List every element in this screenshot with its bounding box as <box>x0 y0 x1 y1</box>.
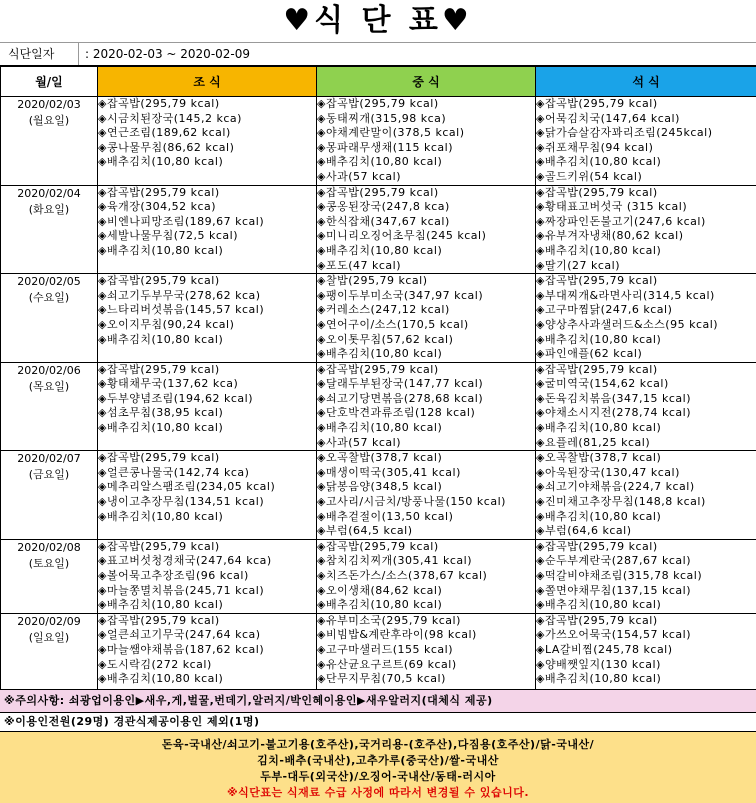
menu-item: ◈느타리버섯볶음(145,57 kcal) <box>98 303 316 318</box>
menu-item: ◈배추김치(10,80 kcal) <box>98 333 316 348</box>
menu-item: ◈잡곡밥(295,79 kcal) <box>317 363 535 378</box>
day-cell <box>1 362 98 451</box>
menu-item: ◈커레소스(247,12 kcal) <box>317 303 535 318</box>
breakfast-cell <box>98 274 317 363</box>
menu-item: ◈배추김치(10,80 kcal) <box>536 672 756 687</box>
menu-item: ◈배추김치(10,80 kcal) <box>317 155 535 170</box>
menu-item: ◈연근조림(189,62 kcal) <box>98 126 316 141</box>
menu-item: ◈배추김치(10,80 kcal) <box>317 598 535 613</box>
menu-item: ◈황태채무국(137,62 kca) <box>98 377 316 392</box>
origin-line-1: 돈육-국내산/쇠고기-불고기용(호주산),국거리용-(호주산),다짐용(호주산)/닭-국내산/ <box>0 737 756 753</box>
menu-item: ◈배추김치(10,80 kcal) <box>536 155 756 170</box>
menu-item: ◈얼큰콩나물국(142,74 kca) <box>98 466 316 481</box>
menu-item: ◈배추김치(10,80 kcal) <box>98 510 316 525</box>
day-cell <box>1 185 98 274</box>
menu-item: ◈떡갈비야채조림(315,78 kcal) <box>536 569 756 584</box>
menu-item: ◈냉이고추장무침(134,51 kcal) <box>98 495 316 510</box>
count-note: ※이용인전원(29명) 경관식제공이용인 제외(1명) <box>0 713 756 732</box>
weekday-label: (목요일) <box>1 379 97 395</box>
menu-item: ◈잡곡밥(295,79 kcal) <box>536 363 756 378</box>
menu-item: ◈닭봉음양(348,5 kcal) <box>317 480 535 495</box>
menu-item: ◈야채소시지전(278,74 kcal) <box>536 406 756 421</box>
weekday-label: (금요일) <box>1 467 97 483</box>
menu-item: ◈유부겨자냉채(80,62 kcal) <box>536 229 756 244</box>
menu-item: ◈마늘쌤야채볶음(187,62 kcal) <box>98 643 316 658</box>
menu-item: ◈두부양념조림(194,62 kcal) <box>98 392 316 407</box>
menu-item: ◈오이생채(84,62 kcal) <box>317 584 535 599</box>
breakfast-cell <box>98 539 317 613</box>
day-cell <box>1 97 98 186</box>
day-cell <box>1 613 98 689</box>
date-label: 2020/02/03 <box>1 97 97 113</box>
menu-item: ◈한식잡채(347,67 kcal) <box>317 215 535 230</box>
lunch-cell <box>317 185 536 274</box>
day-cell <box>1 274 98 363</box>
menu-item: ◈메추리알스팸조림(234,05 kcal) <box>98 480 316 495</box>
menu-item: ◈야채계란말이(378,5 kcal) <box>317 126 535 141</box>
menu-item: ◈닭가슴살감자꽈리조림(245kcal) <box>536 126 756 141</box>
page-title: ♥식 단 표♥ <box>0 0 756 42</box>
menu-item: ◈미니리오징어초무침(245 kcal) <box>317 229 535 244</box>
lunch-cell <box>317 97 536 186</box>
day-row <box>1 451 756 540</box>
dinner-cell <box>536 613 756 689</box>
menu-item: ◈마늘쫑멸치볶음(245,71 kcal) <box>98 584 316 599</box>
lunch-cell <box>317 274 536 363</box>
day-cell <box>1 451 98 540</box>
period-row <box>0 42 756 66</box>
menu-item: ◈파인애플(62 kcal) <box>536 347 756 362</box>
menu-item: ◈얼큰쇠고기무국(247,64 kca) <box>98 628 316 643</box>
change-warning: ※식단표는 식재료 수급 사정에 따라서 변경될 수 있습니다. <box>0 785 756 801</box>
menu-item: ◈진미채고추장무침(148,8 kcal) <box>536 495 756 510</box>
menu-item: ◈양상추사과샐러드&소스(95 kcal) <box>536 318 756 333</box>
menu-item: ◈잡곡밥(295,79 kcal) <box>98 363 316 378</box>
weekday-label: (수요일) <box>1 290 97 306</box>
menu-item: ◈잡곡밥(295,79 kcal) <box>98 451 316 466</box>
menu-item: ◈가쓰오어묵국(154,57 kcal) <box>536 628 756 643</box>
menu-item: ◈배추김치(10,80 kcal) <box>536 510 756 525</box>
menu-item: ◈배추김치(10,80 kcal) <box>317 347 535 362</box>
menu-item: ◈쇠고기당면볶음(278,68 kcal) <box>317 392 535 407</box>
dinner-cell <box>536 97 756 186</box>
menu-item: ◈배추김치(10,80 kcal) <box>536 333 756 348</box>
menu-item: ◈오곡찰밥(378,7 kcal) <box>536 451 756 466</box>
lunch-cell <box>317 362 536 451</box>
menu-item: ◈배추김치(10,80 kcal) <box>536 244 756 259</box>
menu-item: ◈LA갈비찜(245,78 kcal) <box>536 643 756 658</box>
menu-item: ◈연어구이/소스(170,5 kcal) <box>317 318 535 333</box>
menu-item: ◈쇠고기두부무국(278,62 kca) <box>98 289 316 304</box>
period-label: 식단일자 <box>0 43 79 65</box>
lunch-cell <box>317 451 536 540</box>
menu-item: ◈배추김치(10,80 kcal) <box>317 244 535 259</box>
menu-item: ◈잡곡밥(295,79 kcal) <box>536 274 756 289</box>
menu-item: ◈세발나물무침(72,5 kcal) <box>98 229 316 244</box>
dinner-cell <box>536 539 756 613</box>
menu-item: ◈부럼(64,6 kcal) <box>536 524 756 539</box>
menu-item: ◈잡곡밥(295,79 kcal) <box>317 540 535 555</box>
menu-item: ◈볼어묵고추장조림(96 kcal) <box>98 569 316 584</box>
menu-item: ◈잡곡밥(295,79 kcal) <box>536 97 756 112</box>
menu-item: ◈어묵김치국(147,64 kcal) <box>536 112 756 127</box>
menu-item: ◈배추김치(10,80 kcal) <box>98 672 316 687</box>
menu-item: ◈골드키위(54 kcal) <box>536 170 756 185</box>
menu-item: ◈부럼(64,5 kcal) <box>317 524 535 539</box>
menu-item: ◈고구마찜닭(247,6 kcal) <box>536 303 756 318</box>
weekday-label: (토요일) <box>1 556 97 572</box>
breakfast-cell <box>98 613 317 689</box>
menu-item: ◈요플레(81,25 kcal) <box>536 436 756 451</box>
menu-item: ◈고구마샐러드(155 kcal) <box>317 643 535 658</box>
menu-item: ◈콩옹된장국(247,8 kca) <box>317 200 535 215</box>
origin-info <box>0 732 756 803</box>
menu-item: ◈참치김치찌개(305,41 kcal) <box>317 554 535 569</box>
menu-item: ◈쥐포채무침(94 kcal) <box>536 141 756 156</box>
breakfast-cell <box>98 97 317 186</box>
origin-line-3: 두부-대두(외국산)/오징어-국내산/동태-러시아 <box>0 769 756 785</box>
menu-item: ◈잡곡밥(295,79 kcal) <box>98 540 316 555</box>
menu-item: ◈배추김치(10,80 kcal) <box>98 155 316 170</box>
menu-item: ◈오이지무침(90,24 kcal) <box>98 318 316 333</box>
menu-item: ◈배추김치(10,80 kcal) <box>536 421 756 436</box>
weekday-label: (일요일) <box>1 630 97 646</box>
menu-item: ◈굴미역국(154,62 kcal) <box>536 377 756 392</box>
breakfast-cell <box>98 451 317 540</box>
day-row <box>1 362 756 451</box>
dinner-cell <box>536 185 756 274</box>
header-lunch: 중 식 <box>317 67 536 97</box>
menu-item: ◈잡곡밥(295,79 kcal) <box>98 274 316 289</box>
menu-item: ◈배추김치(10,80 kcal) <box>317 421 535 436</box>
menu-item: ◈팽이두부미소국(347,97 kcal) <box>317 289 535 304</box>
weekday-label: (월요일) <box>1 113 97 129</box>
menu-item: ◈오곡찰밥(378,7 kcal) <box>317 451 535 466</box>
date-label: 2020/02/05 <box>1 274 97 290</box>
header-breakfast: 조 식 <box>98 67 317 97</box>
menu-item: ◈사과(57 kcal) <box>317 170 535 185</box>
menu-item: ◈잡곡밥(295,79 kcal) <box>536 186 756 201</box>
menu-item: ◈유산균요구르트(69 kcal) <box>317 658 535 673</box>
menu-item: ◈단호박견과류조림(128 kcal) <box>317 406 535 421</box>
menu-item: ◈잡곡밥(295,79 kcal) <box>98 97 316 112</box>
breakfast-cell <box>98 185 317 274</box>
menu-item: ◈배추김치(10,80 kcal) <box>98 244 316 259</box>
menu-item: ◈단무지무침(70,5 kcal) <box>317 672 535 687</box>
menu-item: ◈배추김치(10,80 kcal) <box>98 598 316 613</box>
day-cell <box>1 539 98 613</box>
lunch-cell <box>317 539 536 613</box>
menu-item: ◈치즈돈가스/소스(378,67 kcal) <box>317 569 535 584</box>
menu-item: ◈아욱된장국(130,47 kcal) <box>536 466 756 481</box>
date-label: 2020/02/09 <box>1 614 97 630</box>
menu-item: ◈짜장파인돈불고기(247,6 kcal) <box>536 215 756 230</box>
menu-item: ◈매생이떡국(305,41 kcal) <box>317 466 535 481</box>
date-label: 2020/02/06 <box>1 363 97 379</box>
menu-item: ◈육개장(304,52 kca) <box>98 200 316 215</box>
menu-item: ◈잡곡밥(295,79 kcal) <box>317 97 535 112</box>
menu-item: ◈배추김치(10,80 kcal) <box>98 421 316 436</box>
date-label: 2020/02/07 <box>1 451 97 467</box>
menu-item: ◈배추겉절이(13,50 kcal) <box>317 510 535 525</box>
day-row <box>1 613 756 689</box>
menu-item: ◈콩나물무침(86,62 kcal) <box>98 141 316 156</box>
menu-item: ◈찰밥(295,79 kcal) <box>317 274 535 289</box>
menu-item: ◈잡곡밥(295,79 kcal) <box>98 186 316 201</box>
menu-item: ◈잡곡밥(295,79 kcal) <box>317 186 535 201</box>
menu-item: ◈포도(47 kcal) <box>317 259 535 274</box>
menu-item: ◈오이톳무침(57,62 kcal) <box>317 333 535 348</box>
menu-item: ◈유부미소국(295,79 kcal) <box>317 614 535 629</box>
day-row <box>1 185 756 274</box>
menu-table <box>0 66 756 690</box>
menu-item: ◈잡곡밥(295,79 kcal) <box>536 540 756 555</box>
menu-item: ◈섬초무침(38,95 kcal) <box>98 406 316 421</box>
menu-item: ◈비엔나피망조림(189,67 kcal) <box>98 215 316 230</box>
day-row <box>1 97 756 186</box>
breakfast-cell <box>98 362 317 451</box>
menu-item: ◈황태표고버섯국 (315 kcal) <box>536 200 756 215</box>
menu-item: ◈고사리/시금치/방풍나물(150 kcal) <box>317 495 535 510</box>
menu-item: ◈시금치된장국(145,2 kca) <box>98 112 316 127</box>
menu-item: ◈쇠고기야채볶음(224,7 kcal) <box>536 480 756 495</box>
menu-item: ◈돈육김치볶음(347,15 kcal) <box>536 392 756 407</box>
allergy-note: ※주의사항: 쇠광업이용인▶새우,게,벌꿀,번데기,알러지/박인혜이용인▶새우알러지(대체식 제공) <box>0 690 756 713</box>
dinner-cell <box>536 451 756 540</box>
header-dinner: 석 식 <box>536 67 756 97</box>
menu-item: ◈순두부계란국(287,67 kcal) <box>536 554 756 569</box>
lunch-cell <box>317 613 536 689</box>
menu-item: ◈잡곡밥(295,79 kcal) <box>98 614 316 629</box>
header-day: 월/일 <box>1 67 98 97</box>
origin-line-2: 김치-배추(국내산),고추가루(중국산)/쌀-국내산 <box>0 753 756 769</box>
menu-item: ◈양배쨋잎지(130 kcal) <box>536 658 756 673</box>
menu-item: ◈표고버섯청경채국(247,64 kca) <box>98 554 316 569</box>
menu-item: ◈잡곡밥(295,79 kcal) <box>536 614 756 629</box>
menu-item: ◈비빔밥&계란후라이(98 kcal) <box>317 628 535 643</box>
date-label: 2020/02/08 <box>1 540 97 556</box>
menu-item: ◈쫄면야채무침(137,15 kcal) <box>536 584 756 599</box>
dinner-cell <box>536 274 756 363</box>
menu-item: ◈배추김치(10,80 kcal) <box>536 598 756 613</box>
day-row <box>1 274 756 363</box>
weekday-label: (화요일) <box>1 202 97 218</box>
dinner-cell <box>536 362 756 451</box>
menu-item: ◈동태찌개(315,98 kca) <box>317 112 535 127</box>
menu-item: ◈사과(57 kcal) <box>317 436 535 451</box>
date-label: 2020/02/04 <box>1 186 97 202</box>
menu-item: ◈몽파래무생채(115 kcal) <box>317 141 535 156</box>
menu-item: ◈달래두부된장국(147,77 kcal) <box>317 377 535 392</box>
menu-item: ◈부대찌개&라면사리(314,5 kcal) <box>536 289 756 304</box>
day-row <box>1 539 756 613</box>
period-value: : 2020-02-03 ~ 2020-02-09 <box>79 43 250 65</box>
menu-item: ◈도시락김(272 kcal) <box>98 658 316 673</box>
menu-item: ◈딸기(27 kcal) <box>536 259 756 274</box>
